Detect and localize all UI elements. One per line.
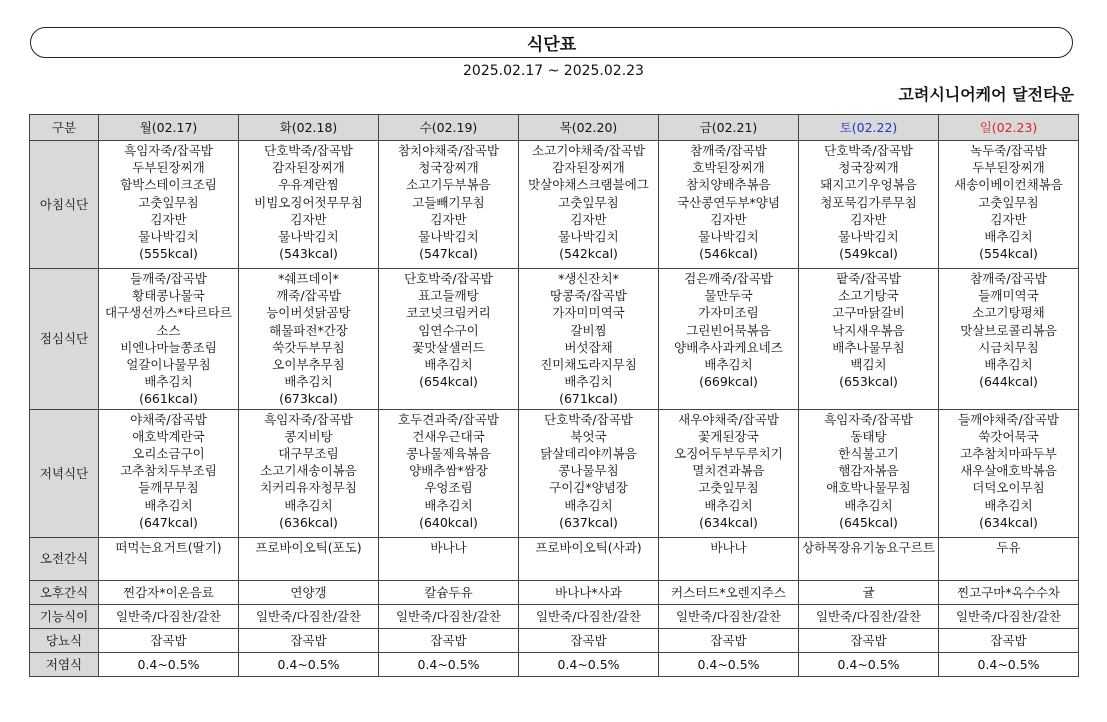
- menu-cell-fri: [659, 141, 799, 269]
- day-header-sun: 일(02.23): [939, 115, 1079, 141]
- menu-item: 소고기야채죽/잡곡밥: [532, 143, 645, 158]
- menu-item: 우엉조림: [424, 480, 473, 496]
- menu-item: (634kcal): [699, 514, 758, 530]
- menu-item: 바나나: [710, 539, 747, 555]
- menu-cell-mon: [99, 652, 239, 676]
- menu-item: 프로바이오틱(포도): [255, 539, 362, 555]
- menu-item: *쉐프데이*: [278, 271, 339, 286]
- day-header-thu: 목(02.20): [519, 115, 659, 141]
- menu-item: 고춧잎무침: [558, 194, 619, 210]
- menu-item: 잡곡밥: [430, 632, 467, 648]
- row-snack-pm: [30, 580, 1079, 604]
- row-diabetic: [30, 628, 1079, 652]
- menu-cell-tue: [239, 141, 379, 269]
- menu-item: (554kcal): [979, 246, 1038, 262]
- menu-item: 청국장찌개: [418, 160, 479, 176]
- menu-item: 물나박김치: [698, 229, 759, 245]
- menu-item: 김자반: [290, 211, 327, 227]
- menu-item: 황태콩나물국: [132, 288, 205, 304]
- menu-item: 콩나물무침: [558, 463, 619, 479]
- row-label: 점심식단: [30, 269, 99, 410]
- menu-item: (543kcal): [279, 246, 338, 262]
- row-low-salt: [30, 652, 1079, 676]
- menu-item: 김자반: [150, 211, 187, 227]
- menu-item: 고춧잎무침: [978, 194, 1039, 210]
- menu-cell-sun: [939, 628, 1079, 652]
- menu-item: 얼갈이나물무침: [126, 357, 211, 373]
- menu-item: 고들빼기무침: [412, 194, 485, 210]
- menu-item: 백김치: [850, 357, 887, 373]
- row-label: 당뇨식: [30, 628, 99, 652]
- menu-cell-sun: [939, 652, 1079, 676]
- menu-item: 프로바이오틱(사과): [535, 539, 642, 555]
- page-title: 식단표: [30, 27, 1073, 58]
- menu-item: 새우야채죽/잡곡밥: [678, 411, 779, 427]
- menu-item: (653kcal): [839, 374, 898, 390]
- menu-item: 콩나물제육볶음: [406, 446, 491, 462]
- menu-item: 표고들깨탕: [418, 288, 479, 304]
- menu-cell-thu: [519, 628, 659, 652]
- menu-cell-thu: [519, 141, 659, 269]
- menu-item: 우유계란찜: [278, 177, 339, 193]
- menu-item: 오징어두부두루치기: [674, 446, 783, 462]
- menu-cell-fri: [659, 604, 799, 628]
- menu-item: 들깨무무침: [138, 480, 199, 496]
- menu-item: 배추김치: [844, 497, 893, 513]
- row-label: 아침식단: [30, 141, 99, 269]
- menu-item: 0.4~0.5%: [277, 656, 340, 672]
- menu-item: 연양갱: [290, 584, 327, 600]
- menu-item: 치커리유자청무침: [260, 480, 357, 496]
- menu-item: (636kcal): [279, 514, 338, 530]
- menu-item: 물나박김치: [278, 229, 339, 245]
- menu-item: 0.4~0.5%: [417, 656, 480, 672]
- menu-item: 배추김치: [984, 497, 1033, 513]
- menu-cell-fri: [659, 580, 799, 604]
- menu-item: (634kcal): [979, 514, 1038, 530]
- row-label: 저녁식단: [30, 409, 99, 537]
- menu-item: 상하목장유기농요구르트: [802, 539, 935, 555]
- menu-cell-sat: [799, 580, 939, 604]
- menu-item: (640kcal): [419, 514, 478, 530]
- menu-cell-sun: [939, 604, 1079, 628]
- menu-cell-tue: [239, 604, 379, 628]
- row-label: 저염식: [30, 652, 99, 676]
- menu-item: 두유: [996, 539, 1021, 555]
- menu-item: 배추김치: [564, 497, 613, 513]
- menu-item: 0.4~0.5%: [837, 656, 900, 672]
- menu-item: 더덕오이무침: [972, 480, 1045, 496]
- menu-cell-sat: [799, 537, 939, 580]
- menu-item: 오리소금구이: [132, 446, 205, 462]
- menu-item: 동태탕: [850, 428, 887, 444]
- menu-item: 단호박죽/잡곡밥: [824, 143, 913, 158]
- menu-cell-thu: [519, 409, 659, 537]
- menu-cell-sun: [939, 141, 1079, 269]
- menu-item: 물나박김치: [838, 229, 899, 245]
- menu-item: 배추김치: [284, 374, 333, 390]
- menu-cell-wed: [379, 628, 519, 652]
- menu-item: 시금치무침: [978, 339, 1039, 355]
- menu-item: 한식불고기: [838, 446, 899, 462]
- row-functional: [30, 604, 1079, 628]
- menu-item: 국산콩연두부*양념: [677, 194, 780, 210]
- menu-item: 새송이베이컨채볶음: [954, 177, 1063, 193]
- menu-cell-tue: [239, 409, 379, 537]
- menu-item: 배추김치: [704, 497, 753, 513]
- menu-item: 야채죽/잡곡밥: [130, 411, 207, 427]
- menu-item: 가자미미역국: [552, 305, 625, 321]
- menu-cell-tue: [239, 269, 379, 410]
- row-breakfast: [30, 141, 1079, 269]
- menu-item: 팥죽/잡곡밥: [836, 271, 901, 286]
- menu-cell-sat: [799, 604, 939, 628]
- menu-cell-mon: [99, 409, 239, 537]
- menu-item: 감자된장찌개: [552, 160, 625, 176]
- menu-item: 갈비찜: [570, 322, 607, 338]
- menu-cell-wed: [379, 409, 519, 537]
- menu-cell-fri: [659, 409, 799, 537]
- menu-item: 양배추쌈*쌈장: [409, 463, 488, 479]
- menu-item: (671kcal): [559, 391, 618, 407]
- menu-item: 대구무조림: [278, 446, 339, 462]
- menu-item: 새우살애호박볶음: [960, 463, 1057, 479]
- menu-item: 바나나: [430, 539, 467, 555]
- menu-item: 고구마닭갈비: [832, 305, 905, 321]
- menu-item: 들깨죽/잡곡밥: [130, 271, 207, 286]
- menu-item: 떠먹는요거트(딸기): [115, 539, 222, 555]
- menu-item: 땅콩죽/잡곡밥: [550, 288, 627, 304]
- menu-item: 0.4~0.5%: [697, 656, 760, 672]
- menu-item: 들깨미역국: [978, 288, 1039, 304]
- menu-item: (644kcal): [979, 374, 1038, 390]
- menu-cell-tue: [239, 537, 379, 580]
- menu-item: 북엇국: [570, 428, 607, 444]
- menu-cell-mon: [99, 269, 239, 410]
- menu-cell-sun: [939, 409, 1079, 537]
- menu-item: 소고기탕평채: [972, 305, 1045, 321]
- menu-item: 잡곡밥: [570, 632, 607, 648]
- menu-item: 해물파전*간장: [269, 322, 348, 338]
- menu-cell-wed: [379, 652, 519, 676]
- menu-cell-sun: [939, 580, 1079, 604]
- menu-item: 대구생선까스*타르타르소스: [104, 305, 232, 338]
- category-header: 구분: [30, 115, 99, 141]
- menu-item: 진미채도라지무침: [540, 357, 637, 373]
- menu-item: 고추참치두부조림: [120, 463, 217, 479]
- menu-item: 일반죽/다짐찬/갈찬: [815, 608, 922, 624]
- menu-item: 쑥갓두부무침: [272, 339, 345, 355]
- menu-item: 일반죽/다짐찬/갈찬: [395, 608, 502, 624]
- menu-item: (647kcal): [139, 514, 198, 530]
- menu-item: (549kcal): [839, 246, 898, 262]
- day-header-sat: 토(02.22): [799, 115, 939, 141]
- menu-item: 건새우근대국: [412, 428, 485, 444]
- menu-cell-thu: [519, 269, 659, 410]
- menu-item: 꽃게된장국: [698, 428, 759, 444]
- day-header-tue: 화(02.18): [239, 115, 379, 141]
- menu-item: 김자반: [430, 211, 467, 227]
- menu-item: 함박스테이크조림: [120, 177, 217, 193]
- menu-item: (547kcal): [419, 246, 478, 262]
- menu-item: 돼지고기우엉볶음: [820, 177, 917, 193]
- menu-item: *생신잔치*: [558, 271, 619, 286]
- menu-item: 참깨죽/잡곡밥: [690, 143, 767, 158]
- menu-item: 능이버섯닭곰탕: [266, 305, 351, 321]
- menu-item: 녹두죽/잡곡밥: [970, 143, 1047, 158]
- menu-item: 김자반: [710, 211, 747, 227]
- menu-cell-thu: [519, 652, 659, 676]
- menu-cell-mon: [99, 628, 239, 652]
- menu-cell-wed: [379, 580, 519, 604]
- menu-item: 단호박죽/잡곡밥: [404, 271, 493, 286]
- menu-item: 일반죽/다짐찬/갈찬: [115, 608, 222, 624]
- menu-cell-wed: [379, 537, 519, 580]
- day-header-mon: 월(02.17): [99, 115, 239, 141]
- menu-item: (661kcal): [139, 391, 198, 407]
- menu-item: 멸치견과볶음: [692, 463, 765, 479]
- menu-item: 깨죽/잡곡밥: [276, 288, 341, 304]
- menu-item: 고춧잎무침: [138, 194, 199, 210]
- menu-item: 고추참치마파두부: [960, 446, 1057, 462]
- menu-item: 잡곡밥: [990, 632, 1027, 648]
- menu-item: 꽃맛살샐러드: [412, 339, 485, 355]
- menu-item: 일반죽/다짐찬/갈찬: [255, 608, 362, 624]
- menu-item: 배추김치: [704, 357, 753, 373]
- menu-item: 소고기두부볶음: [406, 177, 491, 193]
- menu-item: 맛살야채스크램블에그: [528, 177, 649, 193]
- menu-cell-sat: [799, 141, 939, 269]
- menu-item: 잡곡밥: [150, 632, 187, 648]
- menu-item: (645kcal): [839, 514, 898, 530]
- menu-item: (546kcal): [699, 246, 758, 262]
- menu-cell-sun: [939, 537, 1079, 580]
- menu-item: 애호박계란국: [132, 428, 205, 444]
- menu-cell-tue: [239, 580, 379, 604]
- menu-item: 참치양배추볶음: [686, 177, 771, 193]
- menu-item: 단호박죽/잡곡밥: [264, 143, 353, 158]
- menu-item: 소고기탕국: [838, 288, 899, 304]
- menu-item: (669kcal): [699, 374, 758, 390]
- menu-item: 청포묵김가루무침: [820, 194, 917, 210]
- menu-cell-fri: [659, 269, 799, 410]
- menu-item: 물만두국: [704, 288, 753, 304]
- menu-item: 고춧잎무침: [698, 480, 759, 496]
- menu-item: 소고기새송이볶음: [260, 463, 357, 479]
- menu-item: 단호박죽/잡곡밥: [544, 411, 633, 427]
- menu-item: 잡곡밥: [290, 632, 327, 648]
- menu-item: 물나박김치: [138, 229, 199, 245]
- menu-item: 구이김*양념장: [549, 480, 628, 496]
- row-snack-am: [30, 537, 1079, 580]
- menu-item: 배추김치: [984, 229, 1033, 245]
- menu-item: 커스터드*오렌지주스: [671, 584, 786, 600]
- menu-item: 들깨야채죽/잡곡밥: [958, 411, 1059, 427]
- menu-item: 김자반: [990, 211, 1027, 227]
- menu-item: 잡곡밥: [850, 632, 887, 648]
- menu-item: 코코넛크림커리: [406, 305, 491, 321]
- menu-item: 오이부추무침: [272, 357, 345, 373]
- menu-item: 배추김치: [564, 374, 613, 390]
- menu-item: 0.4~0.5%: [557, 656, 620, 672]
- menu-cell-sat: [799, 269, 939, 410]
- menu-cell-sat: [799, 652, 939, 676]
- menu-item: (555kcal): [139, 246, 198, 262]
- menu-item: (637kcal): [559, 514, 618, 530]
- menu-cell-wed: [379, 269, 519, 410]
- menu-item: 김자반: [850, 211, 887, 227]
- menu-cell-tue: [239, 652, 379, 676]
- menu-item: 비빔오징어젓무무침: [254, 194, 363, 210]
- menu-item: 일반죽/다짐찬/갈찬: [955, 608, 1062, 624]
- header-row: [30, 115, 1079, 141]
- menu-item: 감자된장찌개: [272, 160, 345, 176]
- menu-cell-fri: [659, 652, 799, 676]
- menu-item: 물나박김치: [558, 229, 619, 245]
- menu-item: 호박된장찌개: [692, 160, 765, 176]
- row-label: 기능식이: [30, 604, 99, 628]
- meal-plan-table: [29, 114, 1079, 677]
- day-header-wed: 수(02.19): [379, 115, 519, 141]
- menu-item: 0.4~0.5%: [977, 656, 1040, 672]
- menu-cell-thu: [519, 580, 659, 604]
- menu-item: 잡곡밥: [710, 632, 747, 648]
- menu-item: 귤: [862, 584, 875, 600]
- menu-item: 배추나물무침: [832, 339, 905, 355]
- menu-item: 흑임자죽/잡곡밥: [124, 143, 213, 158]
- date-range: 2025.02.17 ~ 2025.02.23: [463, 63, 644, 79]
- menu-item: 낙지새우볶음: [832, 322, 905, 338]
- menu-cell-fri: [659, 537, 799, 580]
- menu-item: 쑥갓어묵국: [978, 428, 1039, 444]
- menu-item: 애호박나물무침: [826, 480, 911, 496]
- menu-item: 호두견과죽/잡곡밥: [398, 411, 499, 427]
- menu-cell-thu: [519, 604, 659, 628]
- menu-item: 참치야채죽/잡곡밥: [398, 143, 499, 158]
- menu-item: 가자미조림: [698, 305, 759, 321]
- menu-cell-sun: [939, 269, 1079, 410]
- menu-item: 닭살데리야끼볶음: [540, 446, 637, 462]
- menu-item: 배추김치: [424, 357, 473, 373]
- menu-cell-mon: [99, 537, 239, 580]
- menu-item: 찐감자*이온음료: [123, 584, 214, 600]
- menu-item: 흑임자죽/잡곡밥: [824, 411, 913, 427]
- menu-item: 버섯잡채: [564, 339, 613, 355]
- row-dinner: [30, 409, 1079, 537]
- menu-item: 배추김치: [144, 497, 193, 513]
- menu-item: 비엔나마늘쫑조림: [120, 339, 217, 355]
- menu-item: 김자반: [570, 211, 607, 227]
- menu-item: 청국장찌개: [838, 160, 899, 176]
- menu-item: (542kcal): [559, 246, 618, 262]
- row-label: 오전간식: [30, 537, 99, 580]
- menu-cell-thu: [519, 537, 659, 580]
- row-label: 오후간식: [30, 580, 99, 604]
- menu-cell-mon: [99, 604, 239, 628]
- menu-item: 배추김치: [424, 497, 473, 513]
- day-header-fri: 금(02.21): [659, 115, 799, 141]
- menu-item: 햄감자볶음: [838, 463, 899, 479]
- menu-cell-fri: [659, 628, 799, 652]
- menu-cell-wed: [379, 141, 519, 269]
- menu-item: 물나박김치: [418, 229, 479, 245]
- menu-item: (654kcal): [419, 374, 478, 390]
- menu-item: 맛살브로콜리볶음: [960, 322, 1057, 338]
- menu-item: 배추김치: [984, 357, 1033, 373]
- menu-item: 흑임자죽/잡곡밥: [264, 411, 353, 427]
- menu-item: 두부된장찌개: [132, 160, 205, 176]
- menu-item: 양배추사과케요네즈: [674, 339, 783, 355]
- menu-item: 일반죽/다짐찬/갈찬: [535, 608, 642, 624]
- menu-item: 검은깨죽/잡곡밥: [684, 271, 773, 286]
- menu-cell-sat: [799, 628, 939, 652]
- menu-cell-wed: [379, 604, 519, 628]
- menu-item: 일반죽/다짐찬/갈찬: [675, 608, 782, 624]
- menu-item: 임연수구이: [418, 322, 479, 338]
- menu-item: 배추김치: [144, 374, 193, 390]
- menu-item: 콩지비탕: [284, 428, 333, 444]
- row-lunch: [30, 269, 1079, 410]
- menu-item: 두부된장찌개: [972, 160, 1045, 176]
- organization-name: 고려시니어케어 달전타운: [898, 85, 1074, 104]
- menu-item: 칼슘두유: [424, 584, 473, 600]
- menu-item: (673kcal): [279, 391, 338, 407]
- menu-cell-tue: [239, 628, 379, 652]
- menu-item: 찐고구마*옥수수차: [957, 584, 1060, 600]
- menu-item: 바나나*사과: [555, 584, 622, 600]
- menu-cell-sat: [799, 409, 939, 537]
- menu-cell-mon: [99, 141, 239, 269]
- menu-item: 그린빈어묵볶음: [686, 322, 771, 338]
- menu-item: 배추김치: [284, 497, 333, 513]
- menu-item: 0.4~0.5%: [137, 656, 200, 672]
- menu-cell-mon: [99, 580, 239, 604]
- menu-item: 참깨죽/잡곡밥: [970, 271, 1047, 286]
